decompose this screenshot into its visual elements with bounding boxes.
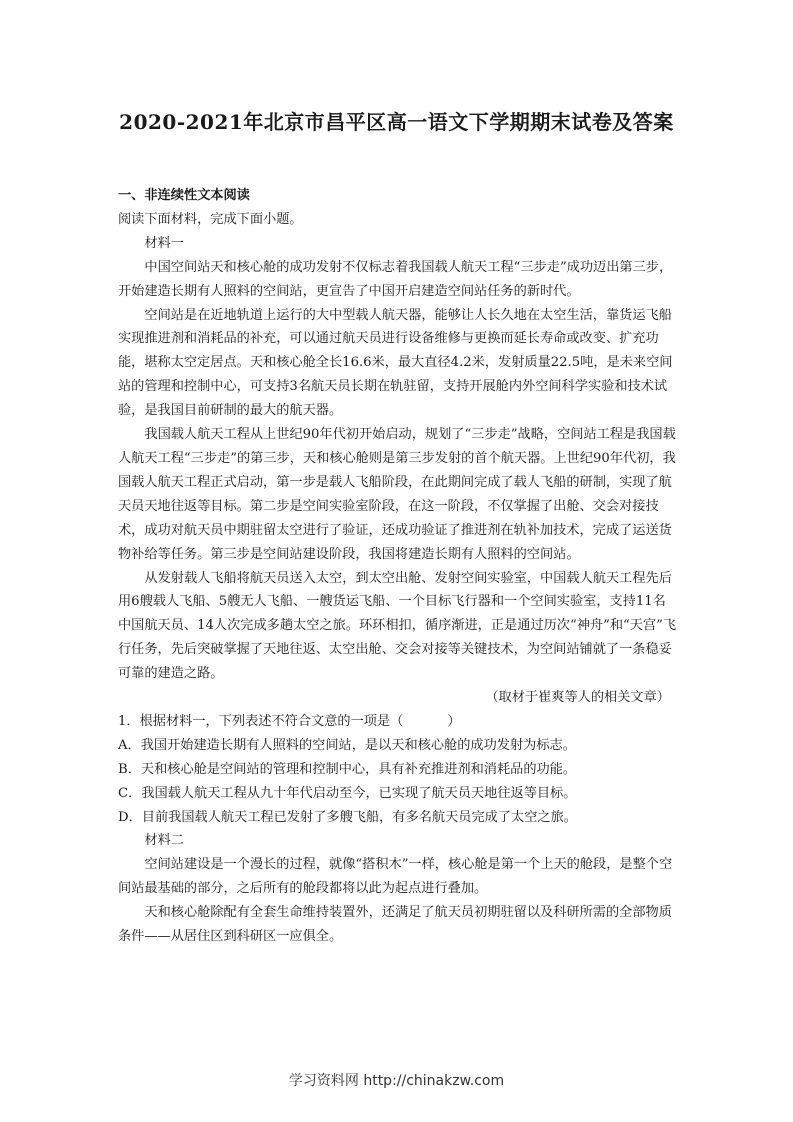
- material1-label: 材料一: [144, 235, 184, 251]
- question1-stem-text: 1．根据材料一，下列表述不符合文意的一项是（: [118, 713, 404, 729]
- material1-paragraph: 从发射载人飞船将航天员送入太空，到太空出舱、发射空间实验室，中国载人航天工程先后用6艘载人飞船、5艘无人飞船、一艘货运飞船、一个目标飞行器和一个空间实验室，支持11名中国航天员、14人次完成多趟太空之旅。环环相扣，循序渐进，正是通过历次“神舟”和“天宫”飞行任务，先后突破掌握了天地往返、太空出舱、交会对接等关键技术，为空间站铺就了一条稳妥可靠的建造之路。: [118, 570, 677, 682]
- footer-watermark: [0, 1070, 793, 1090]
- material1-paragraph: 中国空间站天和核心舱的成功发射不仅标志着我国载人航天工程“三步走”成功迈出第三步，开始建造长期有人照料的空间站，更宣告了中国开启建造空间站任务的新时代。: [118, 259, 673, 299]
- material2-paragraph: 天和核心舱除配有全套生命维持装置外，还满足了航天员初期驻留以及科研所需的全部物质条件——从居住区到科研区一应俱全。: [118, 905, 672, 945]
- document-body: [118, 184, 678, 949]
- material1-paragraph: 空间站是在近地轨道上运行的大中型载人航天器，能够让人长久地在太空生活，靠货运飞船实现推进剂和消耗品的补充，可以通过航天员进行设备维修与更换而延长寿命或改变、扩充功能，堪称太空定居点。天和核心舱全长16.6米，最大直径4.2米，发射质量22.5吨，是未来空间站的管理和控制中心，可支持3名航天员长期在轨驻留，支持开展舱内外空间科学实验和技术试验，是我国目前研制的最大的航天器。: [118, 307, 673, 419]
- material2-paragraph: 空间站建设是一个漫长的过程，就像“搭积木”一样，核心舱是第一个上天的舱段，是整个空间站最基础的部分，之后所有的舱段都将以此为起点进行叠加。: [118, 857, 673, 897]
- question1-stem-close: ）: [447, 713, 461, 729]
- question1-option-a: A．我国开始建造长期有人照料的空间站，是以天和核心舱的成功发射为标志。: [118, 737, 576, 753]
- page-title: 2020-2021年北京市昌平区高一语文下学期期末试卷及答案: [119, 110, 674, 134]
- footer-site-name: 学习资料网: [288, 1073, 359, 1089]
- section-heading: 一、非连续性文本阅读: [118, 188, 250, 203]
- instruction-text: 阅读下面材料，完成下面小题。: [118, 211, 303, 227]
- question1-option-b: B．天和核心舱是空间站的管理和控制中心，具有补充推进剂和消耗品的功能。: [118, 761, 577, 777]
- material1-paragraph: 我国载人航天工程从上世纪90年代初开始启动，规划了“三步走”战略，空间站工程是我国载人航天工程“三步走”的第三步，天和核心舱则是第三步发射的首个航天器。上世纪90年代初，我国载人航天工程正式启动，第一步是载人飞船阶段，在此期间完成了载人飞船的研制，实现了航天员天地往返等目标。第二步是空间实验室阶段，在这一阶段，不仅掌握了出舱、交会对接技术，成功对航天员中期驻留太空进行了验证，还成功验证了推进剂在轨补加技术，完成了运送货物补给等任务。第三步是空间站建设阶段，我国将建造长期有人照料的空间站。: [118, 427, 676, 562]
- source-note: （取材于崔爽等人的相关文章）: [485, 690, 670, 706]
- footer-url[interactable]: http://chinakzw.com: [363, 1073, 505, 1089]
- question1-stem: [118, 710, 678, 734]
- material2-label: 材料二: [144, 833, 184, 849]
- question1-option-d: D．目前我国载人航天工程已发射了多艘飞船，有多名航天员完成了太空之旅。: [118, 809, 577, 825]
- question1-option-c: C．我国载人航天工程从九十年代启动至今，已实现了航天员天地往返等目标。: [118, 785, 577, 801]
